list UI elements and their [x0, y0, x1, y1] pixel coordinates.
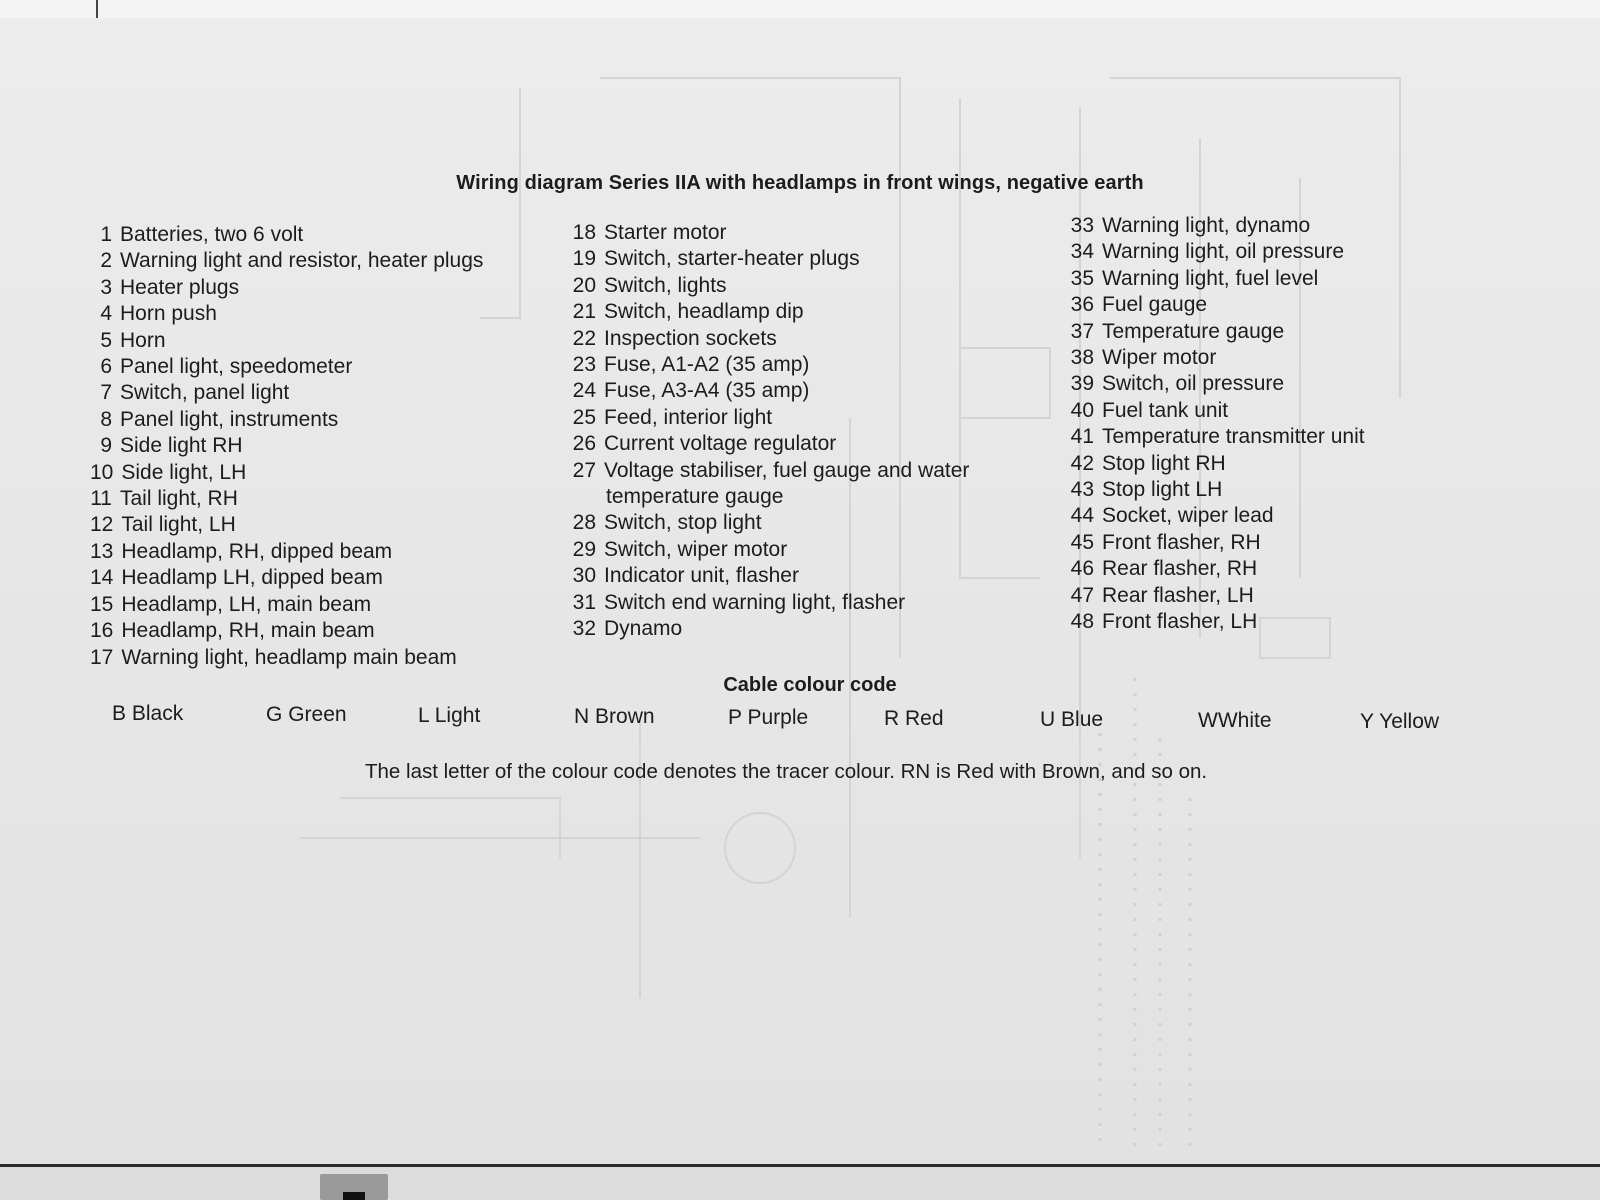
component-item: [1068, 266, 1488, 292]
component-label: Rear flasher, RH: [1102, 557, 1258, 581]
component-label: Headlamp, LH, main beam: [121, 592, 372, 616]
component-item: [570, 220, 969, 246]
component-label: Switch, wiper motor: [604, 537, 788, 561]
component-label: Indicator unit, flasher: [604, 564, 799, 588]
component-item: [1068, 213, 1488, 239]
component-label: Fuse, A3-A4 (35 amp): [604, 379, 810, 403]
component-number: 28: [572, 511, 596, 535]
component-list-col-2: [570, 220, 969, 643]
colour-code-item: [884, 707, 944, 731]
component-label: Tail light, RH: [120, 487, 238, 511]
component-number: 13: [90, 539, 114, 563]
bottom-surface: [0, 1167, 1600, 1200]
component-label: Warning light and resistor, heater plugs: [120, 249, 484, 273]
cable-colour-heading: Cable colour code: [723, 674, 897, 696]
component-number: 22: [572, 326, 596, 350]
component-number: 31: [572, 590, 596, 614]
component-number: 19: [572, 247, 596, 271]
component-number: 45: [1070, 530, 1094, 554]
component-label: Side light RH: [120, 434, 243, 458]
component-number: 9: [100, 434, 112, 458]
colour-code-name: Green: [288, 703, 347, 726]
component-number: 24: [572, 379, 596, 403]
component-label: Feed, interior light: [604, 405, 773, 429]
colour-code-name: White: [1217, 709, 1272, 732]
component-label: Inspection sockets: [604, 326, 777, 350]
component-item: [90, 328, 483, 354]
colour-code-name: Blue: [1061, 708, 1104, 731]
component-label: Switch, starter-heater plugs: [604, 247, 860, 271]
colour-code-name: Yellow: [1379, 710, 1440, 733]
component-number: 40: [1070, 398, 1094, 422]
colour-code-name: Light: [434, 704, 481, 727]
component-item: [1068, 609, 1488, 635]
component-item: [90, 222, 483, 248]
component-number: 46: [1070, 557, 1094, 581]
colour-code-item: [1198, 709, 1272, 733]
component-number: 41: [1070, 425, 1094, 449]
component-label: Warning light, fuel level: [1102, 266, 1319, 290]
component-number: 36: [1070, 293, 1094, 317]
colour-code-item: [418, 704, 480, 728]
component-number: 3: [100, 275, 112, 299]
colour-code-letter: Y: [1360, 710, 1374, 733]
colour-code-item: [1360, 710, 1439, 734]
component-item: [1068, 398, 1488, 424]
component-label: Fuel tank unit: [1102, 398, 1229, 422]
component-number: 14: [90, 566, 114, 590]
component-number: 8: [100, 407, 112, 431]
component-number: 47: [1070, 583, 1094, 607]
component-number: 34: [1070, 240, 1094, 264]
tab-marker: [343, 1192, 365, 1200]
component-item: [90, 407, 483, 433]
component-label: Panel light, instruments: [120, 407, 339, 431]
component-label: Side light, LH: [121, 460, 247, 484]
component-number: 10: [90, 460, 114, 484]
component-item: [1068, 371, 1488, 397]
component-item: [570, 405, 969, 431]
component-number: 1: [100, 223, 112, 246]
component-label: Temperature transmitter unit: [1102, 425, 1365, 449]
component-item: [1068, 319, 1488, 345]
component-number: 33: [1070, 214, 1094, 237]
colour-code-letter: N: [574, 705, 590, 728]
component-number: 44: [1070, 504, 1094, 528]
component-label: Voltage stabiliser, fuel gauge and water: [604, 458, 970, 482]
component-item: [90, 433, 483, 459]
colour-code-letter: G: [266, 703, 283, 726]
component-item: [90, 512, 483, 538]
component-label: Panel light, speedometer: [120, 355, 353, 379]
colour-code-item: [112, 702, 183, 726]
component-label: Wiper motor: [1102, 346, 1217, 370]
page-title: Wiring diagram Series IIA with headlamps in front wings, negative earth: [456, 172, 1144, 194]
component-item: [570, 378, 969, 404]
component-number: 17: [90, 645, 114, 669]
component-label: Current voltage regulator: [604, 432, 837, 456]
component-label: Headlamp, RH, main beam: [121, 619, 375, 643]
component-item: [570, 326, 969, 352]
component-item: [570, 537, 969, 563]
component-label: Headlamp, RH, dipped beam: [121, 539, 393, 563]
component-label: Rear flasher, LH: [1102, 583, 1254, 607]
component-label: Front flasher, RH: [1102, 530, 1261, 554]
component-item: [90, 380, 483, 406]
component-number: 21: [572, 300, 596, 324]
component-number: 29: [572, 537, 596, 561]
colour-code-letter: B: [112, 702, 127, 725]
component-number: 16: [90, 619, 114, 643]
component-item: [1068, 477, 1488, 503]
component-item: [90, 460, 483, 486]
colour-code-name: Black: [131, 702, 184, 725]
component-item: [1068, 451, 1488, 477]
component-number: 26: [572, 432, 596, 456]
component-label: Fuel gauge: [1102, 293, 1208, 317]
component-item: [90, 248, 483, 274]
component-item: [1068, 503, 1488, 529]
component-list-col-3: [1068, 213, 1488, 636]
colour-code-letter: P: [728, 706, 742, 729]
component-label: Warning light, oil pressure: [1102, 240, 1344, 264]
component-item: [570, 458, 969, 484]
component-number: 12: [90, 513, 114, 537]
component-label-continued: temperature gauge: [606, 485, 784, 509]
component-label: Warning light, dynamo: [1102, 214, 1311, 237]
component-label: Socket, wiper lead: [1102, 504, 1274, 528]
component-number: 42: [1070, 451, 1094, 475]
component-number: 37: [1070, 319, 1094, 343]
component-item: [570, 590, 969, 616]
component-item: [90, 539, 483, 565]
component-label: Stop light RH: [1102, 451, 1226, 475]
component-list-col-1: [90, 222, 483, 671]
component-item: [90, 301, 483, 327]
component-label: Fuse, A1-A2 (35 amp): [604, 353, 810, 377]
component-number: 39: [1070, 372, 1094, 396]
colour-code-item: [574, 705, 655, 729]
component-item: [570, 273, 969, 299]
component-item: [570, 352, 969, 378]
component-label: Switch end warning light, flasher: [604, 590, 906, 614]
colour-code-letter: L: [418, 704, 429, 727]
component-number: 11: [90, 487, 112, 511]
component-item: [570, 299, 969, 325]
colour-code-name: Purple: [747, 706, 809, 729]
component-item: [90, 645, 483, 671]
component-number: 4: [100, 302, 112, 326]
component-number: 43: [1070, 478, 1094, 502]
component-item: [90, 618, 483, 644]
component-item: [570, 431, 969, 457]
component-label: Heater plugs: [120, 275, 240, 299]
component-item: [570, 563, 969, 589]
component-number: 35: [1070, 266, 1094, 290]
colour-code-name: Brown: [595, 705, 655, 728]
component-label: Stop light LH: [1102, 478, 1223, 502]
component-item: [1068, 345, 1488, 371]
component-number: 32: [572, 617, 596, 641]
component-label: Tail light, LH: [121, 513, 236, 537]
component-item: [90, 354, 483, 380]
component-label: Switch, lights: [604, 273, 727, 297]
component-label: Batteries, two 6 volt: [120, 223, 304, 246]
component-label: Switch, stop light: [604, 511, 762, 535]
component-label: Dynamo: [604, 617, 683, 641]
component-item: [90, 275, 483, 301]
component-number: 23: [572, 353, 596, 377]
component-label: Starter motor: [604, 221, 727, 244]
component-item: [90, 486, 483, 512]
colour-code-letter: W: [1198, 709, 1218, 732]
component-label: Headlamp LH, dipped beam: [121, 566, 383, 590]
component-number: 2: [100, 249, 112, 273]
component-label: Horn push: [120, 302, 217, 326]
component-item: [1068, 292, 1488, 318]
component-number: 18: [572, 221, 596, 244]
colour-code-letter: U: [1040, 708, 1056, 731]
component-number: 5: [100, 328, 112, 352]
colour-code-item: [728, 706, 808, 730]
component-number: 20: [572, 273, 596, 297]
component-number: 25: [572, 405, 596, 429]
component-number: 6: [100, 355, 112, 379]
component-item: [90, 592, 483, 618]
component-number: 7: [100, 381, 112, 405]
component-label: Switch, panel light: [120, 381, 290, 405]
component-item: [570, 616, 969, 642]
component-item: [90, 565, 483, 591]
component-item: [1068, 556, 1488, 582]
component-label: Warning light, headlamp main beam: [121, 645, 457, 669]
colour-code-item: [266, 703, 347, 727]
component-item: [1068, 424, 1488, 450]
component-label: Temperature gauge: [1102, 319, 1285, 343]
component-number: 27: [572, 458, 596, 482]
component-label: Switch, oil pressure: [1102, 372, 1285, 396]
component-label: Front flasher, LH: [1102, 610, 1258, 634]
component-number: 48: [1070, 610, 1094, 634]
component-label: Horn: [120, 328, 166, 352]
colour-code-letter: R: [884, 707, 900, 730]
component-number: 15: [90, 592, 114, 616]
component-number: 30: [572, 564, 596, 588]
component-item: [1068, 530, 1488, 556]
component-number: 38: [1070, 346, 1094, 370]
component-item: [1068, 239, 1488, 265]
colour-code-item: [1040, 708, 1103, 732]
component-label: Switch, headlamp dip: [604, 300, 804, 324]
component-item: [570, 246, 969, 272]
component-item: [570, 510, 969, 536]
component-item: [1068, 583, 1488, 609]
colour-code-name: Red: [905, 707, 944, 730]
tracer-note: The last letter of the colour code denotes the tracer colour. RN is Red with Brown, and so on.: [365, 760, 1208, 783]
